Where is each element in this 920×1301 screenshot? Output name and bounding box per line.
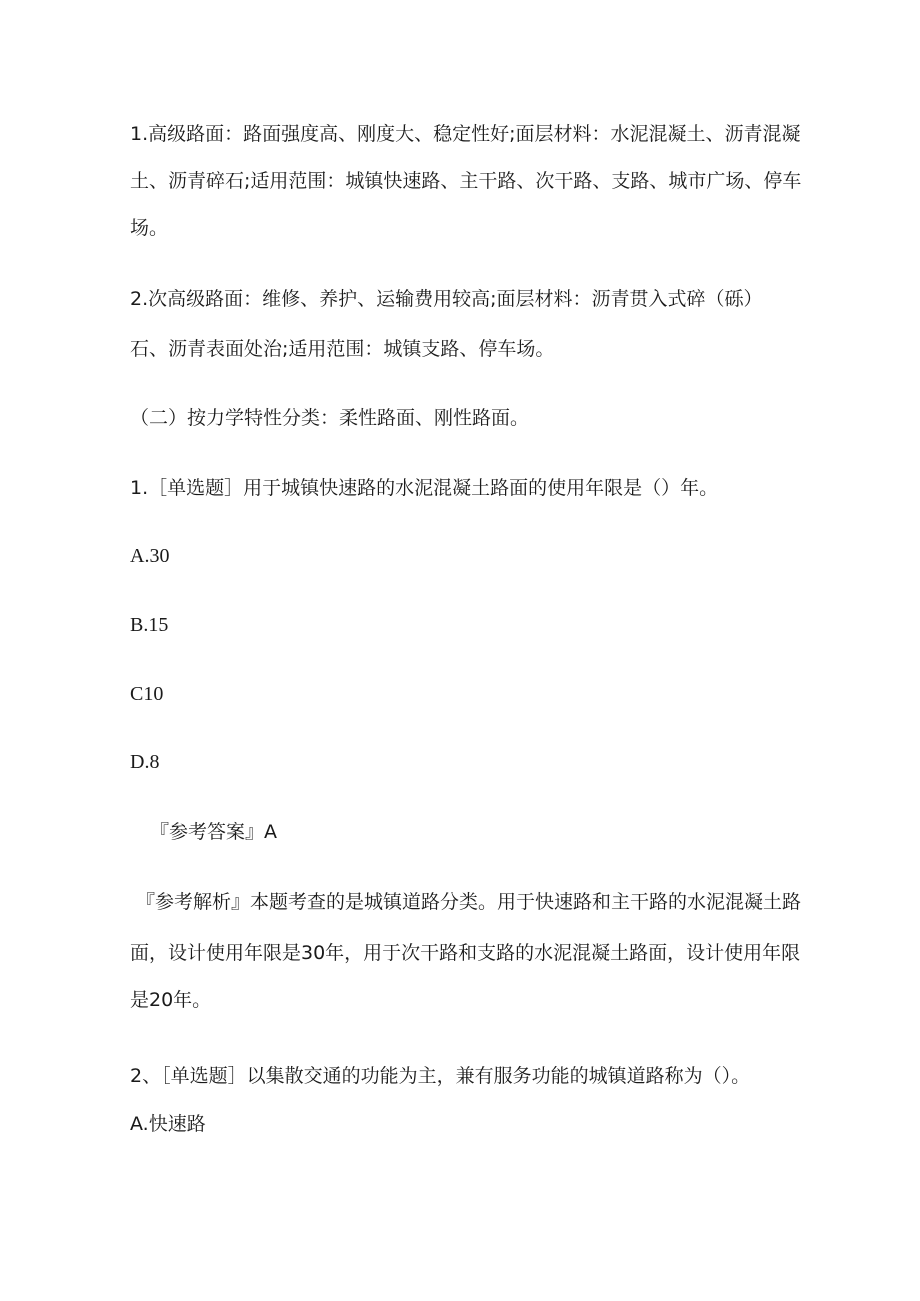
question-1-answer: 『参考答案』A [150, 821, 277, 843]
paragraph-secondary-pavement-line-1: 2.次高级路面：维修、养护、运输费用较高;面层材料：沥青贯入式碎（砾） [130, 288, 763, 310]
question-1-analysis-line-3: 是20年。 [130, 989, 212, 1011]
question-1-option-c: C10 [130, 683, 164, 705]
question-1-option-d: D.8 [130, 751, 160, 773]
paragraph-high-grade-pavement-line-3: 场。 [130, 217, 169, 239]
paragraph-high-grade-pavement-line-1: 1.高级路面：路面强度高、刚度大、稳定性好;面层材料：水泥混凝土、沥青混凝 [130, 123, 801, 145]
question-2-stem: 2、［单选题］以集散交通的功能为主，兼有服务功能的城镇道路称为（）。 [130, 1065, 751, 1087]
paragraph-secondary-pavement-line-2: 石、沥青表面处治;适用范围：城镇支路、停车场。 [130, 338, 555, 360]
question-2-option-a: A.快速路 [130, 1113, 206, 1135]
question-1-stem: 1.［单选题］用于城镇快速路的水泥混凝土路面的使用年限是（）年。 [130, 477, 719, 499]
question-1-option-a: A.30 [130, 545, 170, 567]
paragraph-high-grade-pavement-line-2: 土、沥青碎石;适用范围：城镇快速路、主干路、次干路、支路、城市广场、停车 [130, 170, 802, 192]
question-1-option-b: B.15 [130, 614, 169, 636]
heading-mechanics-classification: （二）按力学特性分类：柔性路面、刚性路面。 [130, 407, 530, 429]
question-1-analysis-line-1: 『参考解析』本题考查的是城镇道路分类。用于快速路和主干路的水泥混凝土路 [136, 891, 802, 913]
question-1-analysis-line-2: 面，设计使用年限是30年，用于次干路和支路的水泥混凝土路面，设计使用年限 [130, 942, 801, 964]
